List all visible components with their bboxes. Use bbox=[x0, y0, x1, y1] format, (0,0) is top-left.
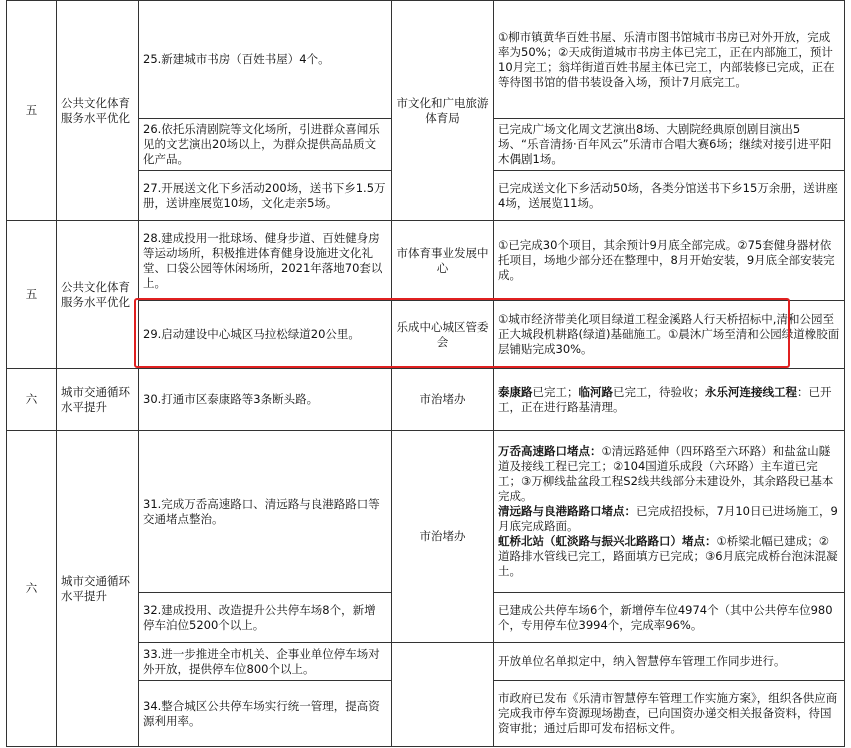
department-cell: 乐成中心城区管委会 bbox=[392, 301, 494, 369]
department-cell bbox=[392, 643, 494, 747]
section-number: 五 bbox=[7, 221, 57, 369]
section-number: 六 bbox=[7, 431, 57, 747]
blockpoint-detail: 已完成招投标，7月10日已进场施工，9月底完成路面。 bbox=[498, 504, 838, 533]
progress-cell: ①城市经济带美化项目绿道工程金溪路人行天桥招标中,清和公园至正大城段机耕路(绿道)基础施工。①晨沐广场至清和公园绿道橡胶面层铺贴完成30%。 bbox=[494, 301, 845, 369]
department-cell: 市治堵办 bbox=[392, 369, 494, 431]
progress-cell: ①柳市镇黄华百姓书屋、乐清市图书馆城市书房已对外开放，完成率为50%；②天成街道城市书房主体已完工，正在内部施工，预计10月完工；翁垟街道百姓书屋主体已完工，内部装修已完成，正在等待图书馆的借书装设备入场，预计7月底完工。 bbox=[494, 1, 845, 119]
task-cell: 33.进一步推进全市机关、企事业单位停车场对外开放，提供停车位800个以上。 bbox=[139, 643, 392, 681]
road-name: 泰康路 bbox=[498, 384, 533, 399]
table-row bbox=[7, 369, 845, 431]
blockpoint-title: 虹桥北站（虹淡路与振兴北路路口）堵点： bbox=[498, 534, 717, 548]
task-cell: 31.完成万岙高速路口、清远路与良港路路口等交通堵点整治。 bbox=[139, 431, 392, 593]
section-number: 五 bbox=[7, 1, 57, 221]
task-cell: 34.整合城区公共停车场实行统一管理，提高资源利用率。 bbox=[139, 681, 392, 747]
status-text: 已完工，待验收； bbox=[613, 384, 705, 399]
section-number: 六 bbox=[7, 369, 57, 431]
progress-cell: ①已完成30个项目，其余预计9月底全部完成。②75套健身器材依托项目，场地少部分还在整理中，8月开始安装，9月底全部安装完成。 bbox=[494, 221, 845, 301]
task-cell: 32.建成投用、改造提升公共停车场8个，新增停车泊位5200个以上。 bbox=[139, 593, 392, 643]
task-cell: 27.开展送文化下乡活动200场，送书下乡1.5万册，送讲座展览10场，文化走亲5场。 bbox=[139, 171, 392, 221]
progress-cell: 开放单位名单拟定中，纳入智慧停车管理工作同步进行。 bbox=[494, 643, 845, 681]
department-cell: 市体育事业发展中心 bbox=[392, 221, 494, 301]
progress-cell bbox=[494, 431, 845, 593]
task-cell: 28.建成投用一批球场、健身步道、百姓健身房等运动场所，积极推进体育健身设施进文化礼堂、口袋公园等休闲场所，2021年落地70套以上。 bbox=[139, 221, 392, 301]
department-cell: 市治堵办 bbox=[392, 431, 494, 643]
category-cell: 城市交通循环水平提升 bbox=[57, 369, 139, 431]
task-progress-table bbox=[6, 0, 845, 747]
task-cell: 26.依托乐清剧院等文化场所，引进群众喜闻乐见的文艺演出20场以上，为群众提供高品质文化产品。 bbox=[139, 119, 392, 171]
category-cell: 公共文化体育服务水平优化 bbox=[57, 1, 139, 221]
blockpoint-title: 清远路与良港路路口堵点： bbox=[498, 504, 636, 518]
category-cell: 城市交通循环水平提升 bbox=[57, 431, 139, 747]
table-row bbox=[7, 431, 845, 593]
progress-cell: 已完成广场文化周文艺演出8场、大剧院经典原创剧目演出5场、“乐音清扬·百年风云”乐清市合唱大赛6场；继续对接引进平阳木偶剧1场。 bbox=[494, 119, 845, 171]
blockpoint-detail: ①桥梁北幅已建成；②道路排水管线已完工，路面填方已完成；③6月底完成桥台泡沫混凝土。 bbox=[498, 534, 838, 578]
task-cell: 30.打通市区泰康路等3条断头路。 bbox=[139, 369, 392, 431]
task-cell: 29.启动建设中心城区马拉松绿道20公里。 bbox=[139, 301, 392, 369]
progress-cell: 已完成送文化下乡活动50场，各类分馆送书下乡15万余册，送讲座4场，送展览11场。 bbox=[494, 171, 845, 221]
status-text: 已完工； bbox=[532, 384, 579, 399]
table-row bbox=[7, 221, 845, 301]
task-cell: 25.新建城市书房（百姓书屋）4个。 bbox=[139, 1, 392, 119]
status-text: ：已开工，正在进行路基清理。 bbox=[498, 384, 832, 414]
road-name: 永乐河连接线工程 bbox=[705, 384, 797, 399]
blockpoint-detail: ①清远路延伸（四环路至六环路）和盐盆山隧道及接线工程已完工；②104国道乐成段（六环路）主车道已完工；③万柳线盐盆段工程S2线共线部分未建设外，其余路段已基本完成。 bbox=[498, 444, 834, 503]
road-name: 临河路 bbox=[578, 384, 613, 399]
category-cell: 公共文化体育服务水平优化 bbox=[57, 221, 139, 369]
department-cell: 市文化和广电旅游体育局 bbox=[392, 1, 494, 221]
blockpoint-title: 万岙高速路口堵点： bbox=[498, 444, 602, 458]
progress-cell: 市政府已发布《乐清市智慧停车管理工作实施方案》，组织各供应商完成我市停车资源现场勘查，已向国资办递交相关报备资料，待国资审批；通过后即可发布招标文件。 bbox=[494, 681, 845, 747]
progress-cell: 已建成公共停车场6个，新增停车位4974个（其中公共停车位980个，专用停车位3994个，完成率96%。 bbox=[494, 593, 845, 643]
table-row bbox=[7, 1, 845, 119]
progress-cell bbox=[494, 369, 845, 431]
